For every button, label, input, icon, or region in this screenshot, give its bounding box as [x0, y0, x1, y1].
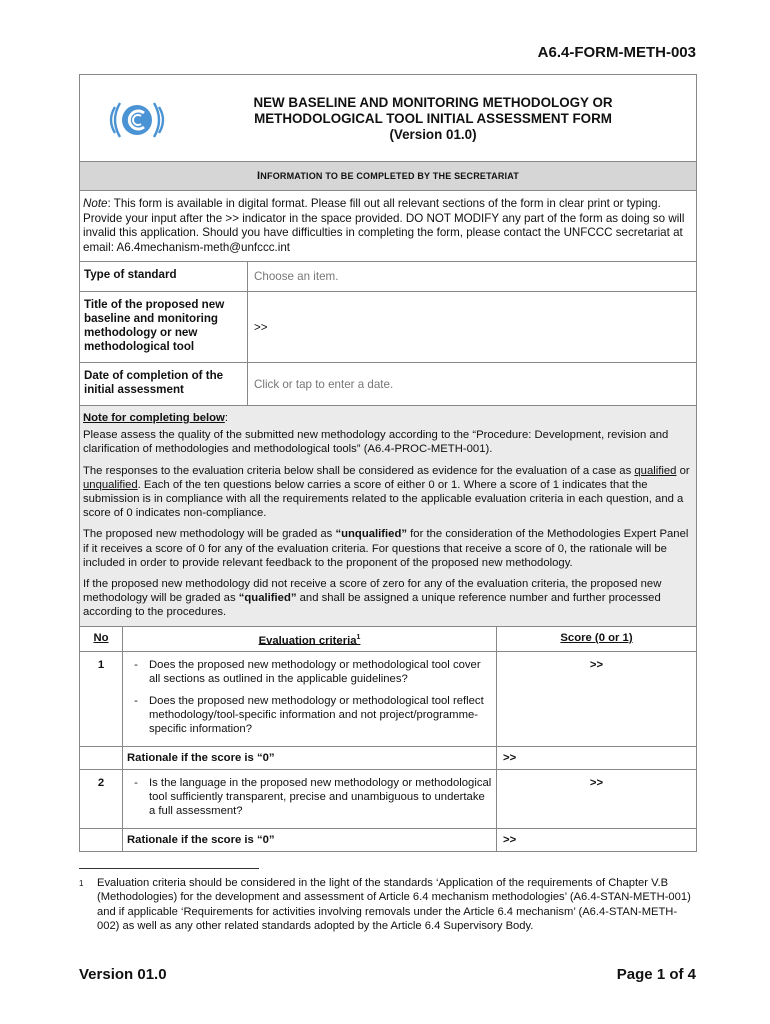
table-row — [80, 829, 696, 852]
title-input[interactable]: >> — [254, 320, 268, 334]
header-criteria-sup: 1 — [356, 633, 361, 641]
list-item — [123, 692, 492, 742]
list-item — [123, 656, 492, 692]
type-of-standard-row — [80, 262, 696, 292]
title-row — [80, 292, 696, 363]
form-title-line1: NEW BASELINE AND MONITORING METHODOLOGY OR — [253, 95, 613, 110]
form-code: A6.4-FORM-METH-003 — [537, 44, 696, 61]
row-1-rationale-label: Rationale if the score is “0” — [123, 747, 497, 770]
p2-or: or — [676, 464, 690, 477]
row-1-criteria — [123, 652, 497, 747]
p2-text-b: . Each of the ten questions below carries a score of either 0 or 1. Where a score of 1 indicates that the submission is in compliance with all the requirements related to the applicable evaluation criteria in each question, and a score of 0 indicates non-compliance. — [83, 478, 684, 520]
table-row — [80, 652, 696, 747]
p3-text-a: The proposed new methodology will be graded as — [83, 528, 336, 541]
type-of-standard-select[interactable]: Choose an item. — [254, 270, 339, 283]
header-criteria-text: Evaluation criteria — [258, 634, 357, 647]
table-row — [80, 747, 696, 770]
row-2-rationale-input[interactable]: >> — [497, 829, 697, 852]
row-2-item-1: Is the language in the proposed new methodology or methodological tool sufficiently transparent, precise and unambiguous to undertake a full assessment? — [149, 777, 492, 818]
table-row — [80, 770, 696, 829]
row-1-rationale-input[interactable]: >> — [497, 747, 697, 770]
row-2-score-input[interactable]: >> — [497, 770, 697, 829]
row-1-item-2: Does the proposed new methodology or methodological tool reflect methodology/tool-specific information and not project/programme-specific information? — [149, 695, 484, 736]
note-text: : This form is available in digital format. Please fill out all relevant sections of the form in clear print or typing. Provide your input after the >> indicator in the space provided. DO NOT MODIFY any part of the form as doing so will invalid this application. Should you have difficulties in completing the form, please contact the UNFCCC secretariat at email: A6.4mechanism-meth@unfccc.int — [83, 197, 685, 254]
item-dash: - — [134, 695, 138, 708]
instructions-p3 — [83, 527, 693, 570]
footnote-divider — [79, 868, 259, 869]
footer-version: Version 01.0 — [79, 966, 167, 983]
row-2-no: 2 — [80, 770, 123, 829]
footnote-mark: 1 — [79, 879, 84, 888]
form-version-line: (Version 01.0) — [389, 127, 477, 142]
date-picker[interactable]: Click or tap to enter a date. — [254, 377, 394, 391]
footer-page-number: Page 1 of 4 — [616, 966, 696, 983]
row-2-rationale-label: Rationale if the score is “0” — [123, 829, 497, 852]
header-score: Score (0 or 1) — [497, 627, 697, 652]
p3-unqualified: “unqualified” — [335, 528, 408, 541]
table-header-row — [80, 627, 696, 652]
p2-unqualified: unqualified — [83, 478, 138, 491]
instructions-panel — [80, 406, 696, 627]
item-dash: - — [134, 777, 138, 790]
row-2-rationale-no — [80, 829, 123, 852]
row-2-criteria — [123, 770, 497, 829]
form-frame — [79, 74, 697, 852]
instructions-p4 — [83, 577, 693, 620]
note-label: Note — [83, 197, 108, 210]
date-row — [80, 363, 696, 406]
form-note — [80, 191, 696, 262]
p4-qualified: “qualified” — [238, 592, 297, 605]
section-bar-rest: NFORMATION TO BE COMPLETED BY THE SECRETARIAT — [260, 171, 519, 181]
row-1-no: 1 — [80, 652, 123, 747]
header-criteria — [123, 627, 497, 652]
form-title — [190, 95, 676, 143]
instructions-p1: Please assess the quality of the submitted new methodology according to the “Procedure: Development, revision and clarification of methodologies and methodological tools” (A6.4-PROC-METH-001). — [83, 429, 669, 456]
unfccc-logo-icon — [106, 93, 168, 147]
instructions-p2 — [83, 464, 693, 521]
footnote-text: Evaluation criteria should be considered in the light of the standards ‘Application of the requirements of Chapter V.B (Methodologies) for the development and assessment of Article 6.4 mechanism methodologies’ (A6.4-STAN-METH-001) and if applicable ‘Requirements for activities involving removals under the Article 6.4 mechanism’ (A6.4-STAN-METH-002) as well as any other related standards adopted by the Article 6.4 Supervisory Body. — [97, 877, 691, 932]
row-1-rationale-no — [80, 747, 123, 770]
instructions-colon: : — [224, 412, 228, 424]
item-dash: - — [134, 659, 138, 672]
row-1-item-1: Does the proposed new methodology or methodological tool cover all sections as outlined in the applicable guidelines? — [149, 659, 481, 686]
p2-qualified: qualified — [634, 464, 677, 477]
footnote — [79, 876, 697, 933]
instructions-title: Note for completing below — [83, 412, 225, 424]
p4-text-b: and shall be assigned a unique reference number and further processed according to the procedures. — [83, 592, 661, 619]
date-label: Date of completion of the initial assessment — [80, 363, 248, 405]
secretariat-section-bar — [80, 162, 696, 191]
p3-text-b: for the consideration of the Methodologies Expert Panel if it receives a score of 0 for any of the evaluation criteria. For questions that receive a score of 0, the rationale will be included in order to provide relevant feedback to the proponent of the proposed new methodology. — [83, 528, 689, 569]
p2-text-a: The responses to the evaluation criteria below shall be considered as evidence for the evaluation of a case as — [83, 464, 635, 477]
form-header — [80, 75, 696, 162]
list-item — [123, 774, 492, 824]
row-1-score-input[interactable]: >> — [497, 652, 697, 747]
header-no: No — [80, 627, 123, 652]
type-of-standard-label: Type of standard — [80, 262, 248, 291]
form-title-line2: METHODOLOGICAL TOOL INITIAL ASSESSMENT FORM — [254, 111, 612, 126]
title-label: Title of the proposed new baseline and monitoring methodology or new methodological tool — [80, 292, 248, 362]
evaluation-table — [80, 627, 696, 853]
section-bar-first-letter: I — [257, 170, 261, 182]
p4-text-a: If the proposed new methodology did not receive a score of zero for any of the evaluation criteria, the proposed new methodology will be graded as — [83, 578, 662, 605]
